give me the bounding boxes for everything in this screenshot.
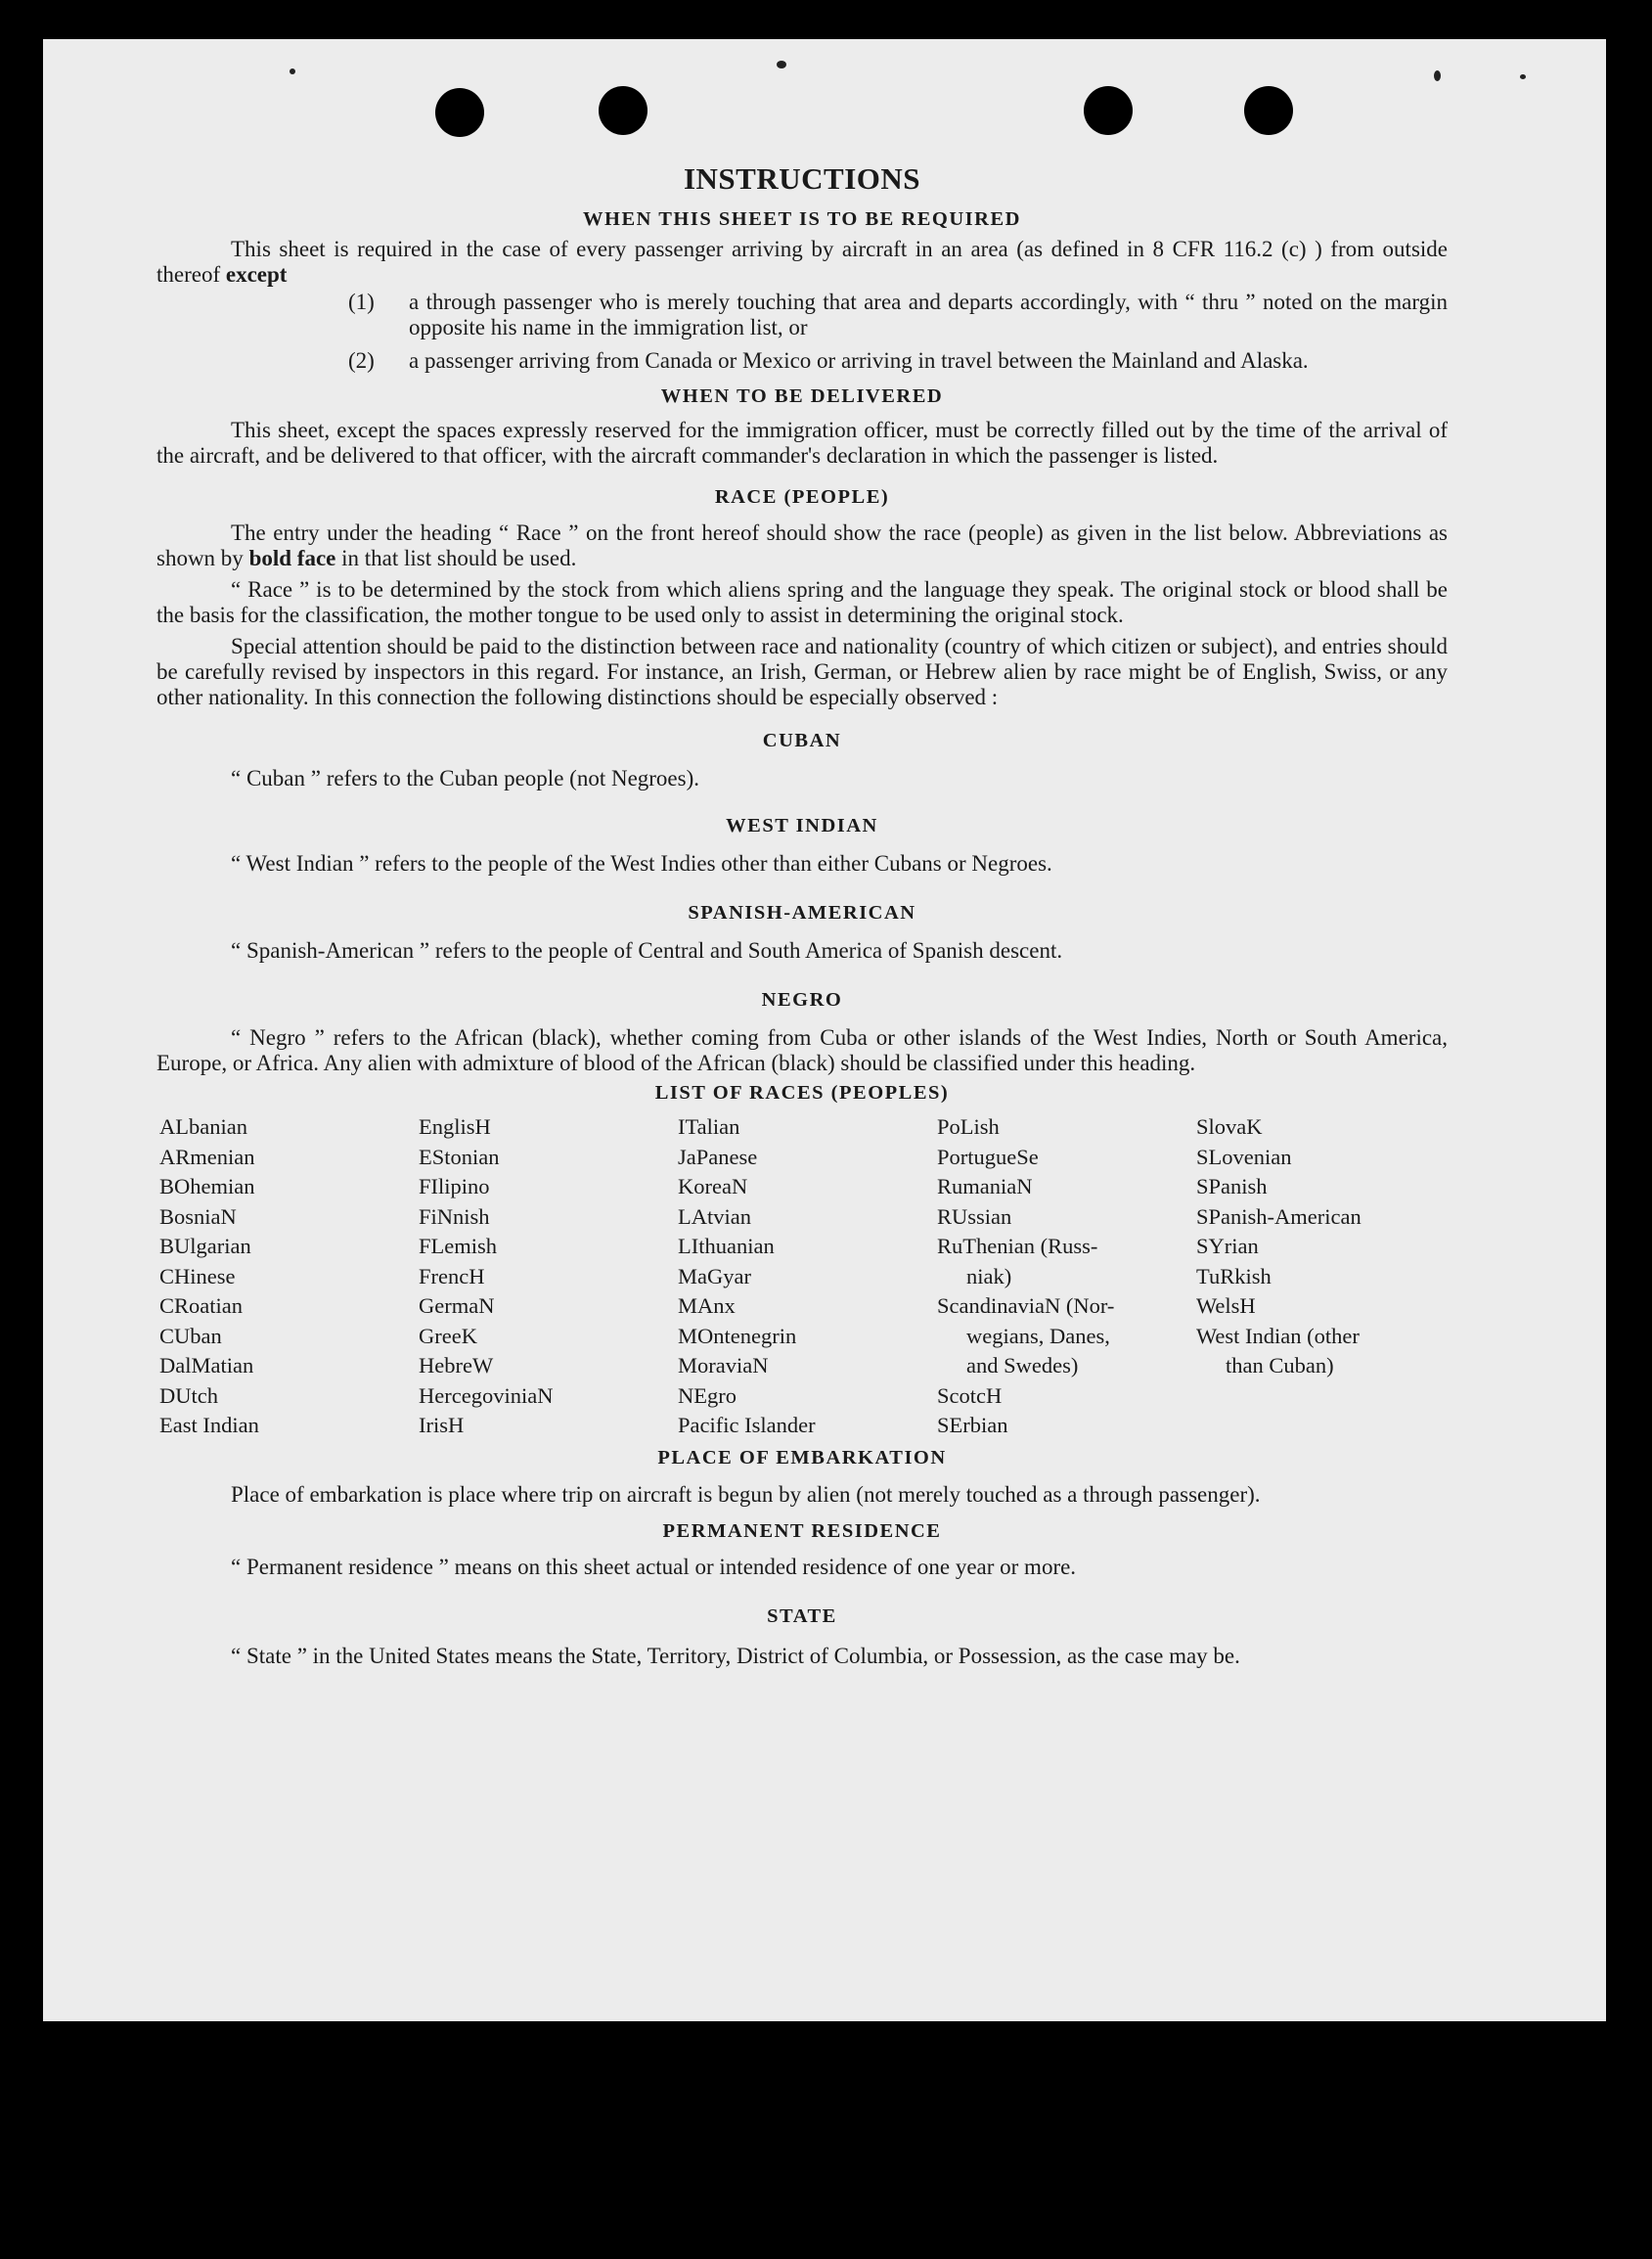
race-entry: SPanish — [1196, 1174, 1268, 1198]
race-entry-continued: and Swedes) — [966, 1353, 1079, 1378]
race-entry: KoreaN — [678, 1174, 748, 1198]
paragraph: This sheet, except the spaces expressly reserved for the immigration officer, must be correctly filled out by the time of the arrival of the aircraft, and be delivered to that officer, with the aircraft commander's declaration in which the passenger is listed. — [156, 418, 1448, 468]
race-entry: MaGyar — [678, 1263, 751, 1288]
race-column — [937, 1112, 1196, 1441]
race-entry: East Indian — [159, 1413, 259, 1437]
race-entry: BosniaN — [159, 1203, 237, 1229]
race-entry: CHinese — [159, 1263, 236, 1288]
list-item — [348, 290, 1448, 340]
race-entry-continued: wegians, Danes, — [966, 1323, 1110, 1348]
race-entry: CUban — [159, 1323, 222, 1348]
race-entry: BUlgarian — [159, 1234, 251, 1258]
race-entry: NEgro — [678, 1382, 737, 1408]
race-entry: FiNnish — [419, 1203, 490, 1229]
paragraph: “ Permanent residence ” means on this sheet actual or intended residence of one year or more. — [231, 1554, 1077, 1579]
race-entry: ScandinaviaN (Nor- — [937, 1293, 1115, 1318]
race-entry: LAtvian — [678, 1203, 751, 1229]
punch-hole — [1244, 86, 1293, 135]
race-entry: FLemish — [419, 1234, 498, 1258]
race-entry: SErbian — [937, 1413, 1008, 1437]
race-entry: CRoatian — [159, 1293, 243, 1318]
paragraph: “ West Indian ” refers to the people of the West Indies other than either Cubans or Negroes. — [231, 851, 1052, 876]
race-entry: TuRkish — [1196, 1263, 1272, 1288]
race-entry: GermaN — [419, 1293, 495, 1318]
race-entry: FrencH — [419, 1263, 485, 1288]
item-number: (1) — [348, 290, 375, 314]
race-column — [419, 1112, 678, 1441]
race-entry-continued: niak) — [966, 1263, 1012, 1288]
race-column — [159, 1112, 419, 1441]
race-entry: MAnx — [678, 1293, 736, 1318]
race-entry: EnglisH — [419, 1114, 491, 1139]
race-column — [1196, 1112, 1455, 1441]
paragraph: “ Negro ” refers to the African (black), whether coming from Cuba or other islands of the West Indies, North or South America, Europe, or Africa. Any alien with admixture of blood of the African (black) should be classified under this heading. — [156, 1025, 1448, 1075]
race-entry: DalMatian — [159, 1353, 254, 1378]
section-heading: SPANISH-AMERICAN — [688, 902, 916, 924]
race-entry: SPanish-American — [1196, 1203, 1362, 1229]
race-entry: SYrian — [1196, 1234, 1259, 1258]
section-heading: LIST OF RACES (PEOPLES) — [654, 1082, 950, 1104]
race-entry: DUtch — [159, 1382, 218, 1408]
paragraph: “ Cuban ” refers to the Cuban people (not Negroes). — [231, 766, 700, 791]
paragraph: “ State ” in the United States means the State, Territory, District of Columbia, or Possession, as the case may be. — [231, 1643, 1240, 1668]
race-entry: EStonian — [419, 1144, 500, 1169]
race-entry: WelsH — [1196, 1293, 1256, 1318]
punch-hole — [435, 88, 484, 137]
race-entry: HebreW — [419, 1353, 494, 1378]
punch-hole — [599, 86, 647, 135]
race-entry: SLovenian — [1196, 1144, 1292, 1169]
race-list — [159, 1112, 1451, 1441]
instructions-content — [156, 161, 1448, 1673]
section-heading: STATE — [767, 1604, 837, 1627]
race-entry: IrisH — [419, 1413, 465, 1437]
section-heading: WHEN TO BE DELIVERED — [660, 385, 944, 407]
paragraph: The entry under the heading “ Race ” on the front hereof should show the race (people) as given in the list below. Abbreviations as shown by bold face in that list should be used. — [156, 520, 1448, 570]
list-item — [348, 348, 1448, 374]
section-heading: RACE (PEOPLE) — [714, 486, 890, 508]
race-entry: JaPanese — [678, 1144, 758, 1169]
item-text: a passenger arriving from Canada or Mexico or arriving in travel between the Mainland and Alaska. — [409, 348, 1309, 373]
race-entry: PoLish — [937, 1114, 1000, 1139]
section-heading: PLACE OF EMBARKATION — [657, 1446, 947, 1468]
race-entry: GreeK — [419, 1323, 477, 1348]
section-heading: WHEN THIS SHEET IS TO BE REQUIRED — [583, 208, 1021, 230]
race-entry: West Indian (other — [1196, 1323, 1360, 1348]
race-entry: LIthuanian — [678, 1234, 775, 1258]
race-entry: HercegoviniaN — [419, 1382, 554, 1408]
item-number: (2) — [348, 348, 375, 373]
race-entry-continued: than Cuban) — [1226, 1353, 1334, 1378]
race-entry: BOhemian — [159, 1174, 255, 1198]
race-entry: MoraviaN — [678, 1353, 769, 1378]
race-entry: SlovaK — [1196, 1114, 1263, 1139]
punch-hole — [1084, 86, 1133, 135]
paragraph: Place of embarkation is place where trip on aircraft is begun by alien (not merely touched as a through passenger). — [231, 1481, 1261, 1507]
section-heading: WEST INDIAN — [726, 815, 878, 836]
paragraph: “ Race ” is to be determined by the stock from which aliens spring and the language they speak. The original stock or blood shall be the basis for the classification, the mother tongue to be used only to assist in determining the original stock. — [156, 577, 1448, 627]
race-entry: MOntenegrin — [678, 1323, 797, 1348]
race-entry: Pacific Islander — [678, 1413, 816, 1437]
race-entry: ALbanian — [159, 1114, 247, 1139]
item-text: a through passenger who is merely touching that area and departs accordingly, with “ thru ” noted on the margin opposite his name in the immigration list, or — [409, 290, 1448, 339]
race-entry: PortugueSe — [937, 1144, 1039, 1169]
race-entry: RUssian — [937, 1203, 1012, 1229]
race-entry: RumaniaN — [937, 1174, 1033, 1198]
race-entry: RuThenian (Russ- — [937, 1234, 1098, 1258]
race-entry: ScotcH — [937, 1382, 1003, 1408]
speck — [1434, 70, 1441, 81]
page-title: INSTRUCTIONS — [683, 161, 920, 196]
section-heading: PERMANENT RESIDENCE — [662, 1519, 942, 1542]
section-heading: CUBAN — [762, 730, 842, 751]
speck — [777, 61, 786, 68]
race-entry: FIlipino — [419, 1174, 490, 1198]
race-entry: ITalian — [678, 1114, 740, 1139]
race-entry: ARmenian — [159, 1144, 255, 1169]
section-heading: NEGRO — [761, 989, 843, 1011]
paragraph: Special attention should be paid to the distinction between race and nationality (country of which citizen or subject), and entries should be carefully revised by inspectors in this regard. For instance, an Irish, German, or Hebrew alien by race might be of English, Swiss, or any other nationality. In this connection the following distinctions should be especially observed : — [156, 634, 1448, 709]
race-column — [678, 1112, 937, 1441]
speck — [290, 68, 295, 74]
speck — [1520, 74, 1526, 79]
paragraph: “ Spanish-American ” refers to the people of Central and South America of Spanish descent. — [231, 938, 1063, 963]
paragraph: This sheet is required in the case of every passenger arriving by aircraft in an area (as defined in 8 CFR 116.2 (c) ) from outside thereof except — [156, 237, 1448, 287]
